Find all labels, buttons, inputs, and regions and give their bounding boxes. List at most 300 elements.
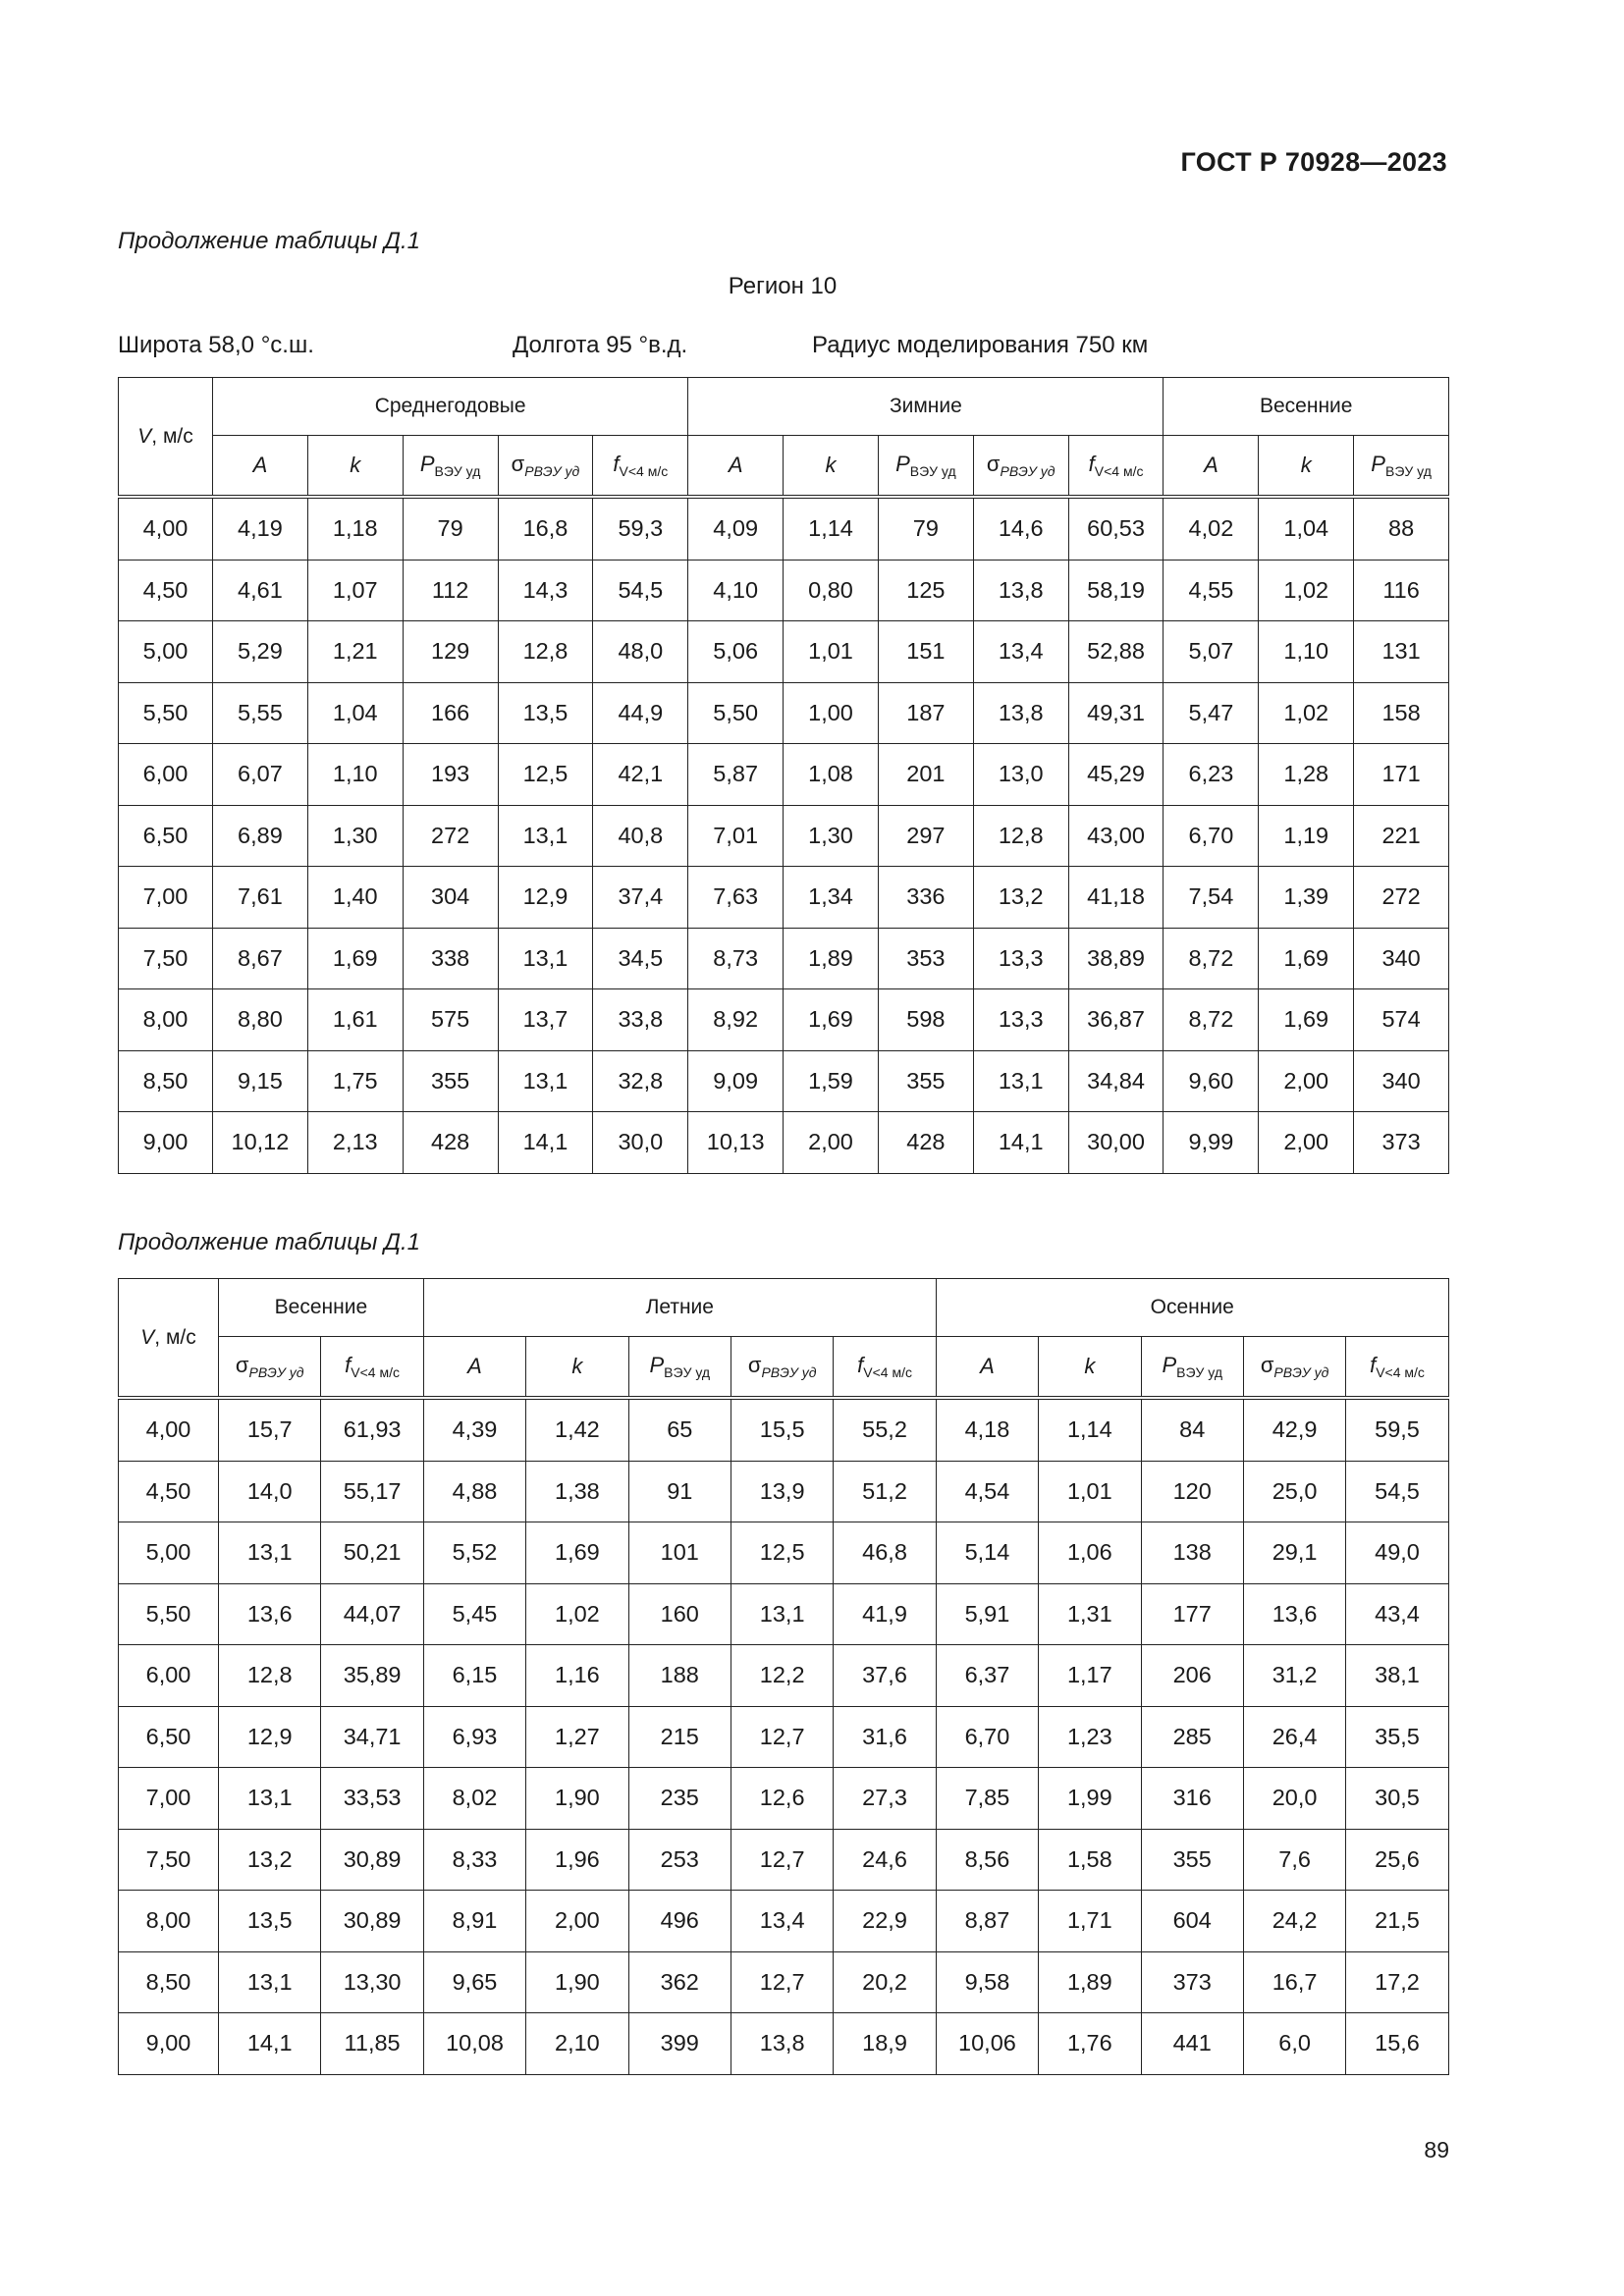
table-caption-top: Продолжение таблицы Д.1	[118, 228, 421, 254]
value-cell: 24,2	[1243, 1891, 1345, 1952]
value-cell: 32,8	[593, 1050, 688, 1112]
value-cell: 1,69	[1259, 928, 1354, 989]
col-header-k	[307, 436, 403, 498]
value-cell: 285	[1141, 1706, 1243, 1768]
col-header-A	[936, 1337, 1038, 1399]
value-cell: 12,7	[731, 1829, 833, 1891]
value-cell: 42,1	[593, 744, 688, 806]
value-cell: 84	[1141, 1398, 1243, 1461]
value-cell: 1,71	[1039, 1891, 1141, 1952]
value-cell: 6,37	[936, 1645, 1038, 1707]
value-cell: 373	[1141, 1951, 1243, 2013]
group-header-annual: Среднегодовые	[213, 378, 688, 436]
value-cell: 235	[628, 1768, 731, 1830]
value-cell: 1,01	[1039, 1461, 1141, 1522]
value-cell: 215	[628, 1706, 731, 1768]
value-cell: 43,00	[1068, 805, 1164, 867]
value-cell: 1,17	[1039, 1645, 1141, 1707]
value-cell: 1,30	[307, 805, 403, 867]
value-cell: 1,31	[1039, 1583, 1141, 1645]
col-header-frequency	[321, 1337, 423, 1399]
table-row	[119, 1050, 1449, 1112]
value-cell: 16,8	[498, 497, 593, 560]
value-cell: 6,70	[936, 1706, 1038, 1768]
header-symbol-part: k	[571, 1354, 583, 1378]
value-cell: 125	[878, 560, 973, 621]
value-cell: 5,55	[213, 682, 308, 744]
value-cell: 36,87	[1068, 989, 1164, 1051]
value-cell: 13,2	[219, 1829, 321, 1891]
value-cell: 340	[1354, 928, 1449, 989]
value-cell: 8,73	[688, 928, 784, 989]
table-row	[119, 1829, 1449, 1891]
value-cell: 59,3	[593, 497, 688, 560]
value-cell: 1,76	[1039, 2013, 1141, 2075]
value-cell: 116	[1354, 560, 1449, 621]
table-row	[119, 1522, 1449, 1584]
value-cell: 272	[403, 805, 498, 867]
value-cell: 297	[878, 805, 973, 867]
value-cell: 1,42	[526, 1398, 628, 1461]
value-cell: 598	[878, 989, 973, 1051]
group-header-spring: Весенние	[1164, 378, 1449, 436]
value-cell: 13,1	[219, 1768, 321, 1830]
header-symbol-part: ВЭУ уд	[1384, 463, 1432, 479]
value-cell: 4,10	[688, 560, 784, 621]
value-cell: 1,06	[1039, 1522, 1141, 1584]
value-cell: 5,45	[423, 1583, 525, 1645]
header-symbol-part: A	[980, 1354, 995, 1378]
header-symbol-part: f	[345, 1353, 352, 1377]
value-cell: 14,6	[973, 497, 1068, 560]
value-cell: 193	[403, 744, 498, 806]
speed-cell: 5,00	[119, 1522, 219, 1584]
value-cell: 1,10	[307, 744, 403, 806]
value-cell: 316	[1141, 1768, 1243, 1830]
value-cell: 4,55	[1164, 560, 1259, 621]
header-symbol-part: σ	[1260, 1353, 1274, 1377]
value-cell: 30,00	[1068, 1112, 1164, 1174]
value-cell: 7,61	[213, 867, 308, 929]
group-header-summer: Летние	[423, 1279, 936, 1337]
value-cell: 221	[1354, 805, 1449, 867]
header-symbol-part: PВЭУ уд	[1273, 1364, 1329, 1380]
value-cell: 43,4	[1346, 1583, 1448, 1645]
value-cell: 112	[403, 560, 498, 621]
value-cell: 35,5	[1346, 1706, 1448, 1768]
value-cell: 1,28	[1259, 744, 1354, 806]
speed-cell: 7,00	[119, 867, 213, 929]
value-cell: 2,00	[784, 1112, 879, 1174]
value-cell: 1,00	[784, 682, 879, 744]
value-cell: 4,61	[213, 560, 308, 621]
value-cell: 30,5	[1346, 1768, 1448, 1830]
value-cell: 362	[628, 1951, 731, 2013]
col-header-sigma	[731, 1337, 833, 1399]
value-cell: 38,1	[1346, 1645, 1448, 1707]
value-cell: 91	[628, 1461, 731, 1522]
header-symbol-part: ВЭУ уд	[664, 1364, 711, 1380]
value-cell: 13,5	[219, 1891, 321, 1952]
value-cell: 25,6	[1346, 1829, 1448, 1891]
value-cell: 13,0	[973, 744, 1068, 806]
speed-cell: 5,50	[119, 1583, 219, 1645]
header-symbol-part: ВЭУ уд	[1176, 1364, 1223, 1380]
value-cell: 1,14	[1039, 1398, 1141, 1461]
speed-cell: 9,00	[119, 1112, 213, 1174]
value-cell: 187	[878, 682, 973, 744]
col-header-A	[1164, 436, 1259, 498]
speed-cell: 7,50	[119, 928, 213, 989]
value-cell: 120	[1141, 1461, 1243, 1522]
value-cell: 9,09	[688, 1050, 784, 1112]
value-cell: 29,1	[1243, 1522, 1345, 1584]
value-cell: 5,06	[688, 621, 784, 683]
value-cell: 6,0	[1243, 2013, 1345, 2075]
value-cell: 27,3	[834, 1768, 936, 1830]
value-cell: 441	[1141, 2013, 1243, 2075]
table-row	[119, 1112, 1449, 1174]
speed-cell: 6,00	[119, 744, 213, 806]
value-cell: 13,2	[973, 867, 1068, 929]
value-cell: 5,29	[213, 621, 308, 683]
speed-cell: 8,50	[119, 1951, 219, 2013]
value-cell: 38,89	[1068, 928, 1164, 989]
speed-cell: 7,50	[119, 1829, 219, 1891]
table-row	[119, 805, 1449, 867]
value-cell: 4,19	[213, 497, 308, 560]
value-cell: 1,27	[526, 1706, 628, 1768]
value-cell: 13,1	[498, 805, 593, 867]
value-cell: 4,18	[936, 1398, 1038, 1461]
value-cell: 177	[1141, 1583, 1243, 1645]
value-cell: 65	[628, 1398, 731, 1461]
value-cell: 34,5	[593, 928, 688, 989]
table-row	[119, 867, 1449, 929]
value-cell: 12,7	[731, 1951, 833, 2013]
col-header-sigma	[1243, 1337, 1345, 1399]
page-number: 89	[1424, 2137, 1449, 2163]
col-header-k	[784, 436, 879, 498]
value-cell: 1,18	[307, 497, 403, 560]
table-row	[119, 621, 1449, 683]
value-cell: 4,88	[423, 1461, 525, 1522]
value-cell: 7,6	[1243, 1829, 1345, 1891]
value-cell: 12,8	[973, 805, 1068, 867]
table-row	[119, 1768, 1449, 1830]
value-cell: 10,08	[423, 2013, 525, 2075]
group-header-spring: Весенние	[219, 1279, 424, 1337]
table-row	[119, 989, 1449, 1051]
value-cell: 12,2	[731, 1645, 833, 1707]
value-cell: 1,75	[307, 1050, 403, 1112]
group-header-winter: Зимние	[688, 378, 1164, 436]
value-cell: 51,2	[834, 1461, 936, 1522]
value-cell: 37,6	[834, 1645, 936, 1707]
value-cell: 44,07	[321, 1583, 423, 1645]
col-header-A	[423, 1337, 525, 1399]
value-cell: 8,91	[423, 1891, 525, 1952]
value-cell: 166	[403, 682, 498, 744]
speed-cell: 8,50	[119, 1050, 213, 1112]
value-cell: 4,09	[688, 497, 784, 560]
value-cell: 30,89	[321, 1891, 423, 1952]
table-row	[119, 1645, 1449, 1707]
value-cell: 42,9	[1243, 1398, 1345, 1461]
value-cell: 13,1	[973, 1050, 1068, 1112]
value-cell: 5,52	[423, 1522, 525, 1584]
value-cell: 138	[1141, 1522, 1243, 1584]
value-cell: 15,6	[1346, 2013, 1448, 2075]
col-header-power	[628, 1337, 731, 1399]
table-row	[119, 928, 1449, 989]
value-cell: 201	[878, 744, 973, 806]
value-cell: 41,18	[1068, 867, 1164, 929]
value-cell: 1,16	[526, 1645, 628, 1707]
value-cell: 304	[403, 867, 498, 929]
speed-cell: 6,00	[119, 1645, 219, 1707]
value-cell: 14,1	[498, 1112, 593, 1174]
value-cell: 7,63	[688, 867, 784, 929]
value-cell: 59,5	[1346, 1398, 1448, 1461]
wind-table-1	[118, 377, 1449, 1174]
header-symbol-part: k	[350, 453, 361, 477]
value-cell: 2,10	[526, 2013, 628, 2075]
header-symbol-part: f	[857, 1353, 864, 1377]
value-cell: 10,13	[688, 1112, 784, 1174]
value-cell: 79	[878, 497, 973, 560]
value-cell: 4,02	[1164, 497, 1259, 560]
value-cell: 8,56	[936, 1829, 1038, 1891]
value-cell: 30,0	[593, 1112, 688, 1174]
value-cell: 5,50	[688, 682, 784, 744]
table-row	[119, 682, 1449, 744]
value-cell: 34,71	[321, 1706, 423, 1768]
header-symbol-part: k	[1300, 453, 1312, 477]
value-cell: 25,0	[1243, 1461, 1345, 1522]
col-header-sigma	[498, 436, 593, 498]
col-header-k	[526, 1337, 628, 1399]
value-cell: 79	[403, 497, 498, 560]
value-cell: 13,8	[973, 682, 1068, 744]
value-cell: 6,89	[213, 805, 308, 867]
value-cell: 13,1	[731, 1583, 833, 1645]
value-cell: 8,67	[213, 928, 308, 989]
value-cell: 1,02	[1259, 560, 1354, 621]
value-cell: 272	[1354, 867, 1449, 929]
value-cell: 58,19	[1068, 560, 1164, 621]
latitude-label: Широта 58,0 °с.ш.	[118, 332, 314, 358]
col-header-frequency	[593, 436, 688, 498]
value-cell: 171	[1354, 744, 1449, 806]
value-cell: 101	[628, 1522, 731, 1584]
value-cell: 46,8	[834, 1522, 936, 1584]
header-symbol-part: ВЭУ уд	[909, 463, 956, 479]
col-header-power	[1141, 1337, 1243, 1399]
value-cell: 60,53	[1068, 497, 1164, 560]
speed-cell: 8,00	[119, 989, 213, 1051]
value-cell: 428	[878, 1112, 973, 1174]
value-cell: 253	[628, 1829, 731, 1891]
value-cell: 41,9	[834, 1583, 936, 1645]
value-cell: 1,99	[1039, 1768, 1141, 1830]
header-symbol-part: V<4 м/с	[1376, 1364, 1425, 1380]
header-symbol-part: P	[419, 452, 435, 476]
region-title: Регион 10	[728, 273, 838, 299]
value-cell: 7,54	[1164, 867, 1259, 929]
value-cell: 9,58	[936, 1951, 1038, 2013]
value-cell: 1,89	[784, 928, 879, 989]
header-symbol-part: PВЭУ уд	[1000, 463, 1056, 479]
value-cell: 9,15	[213, 1050, 308, 1112]
value-cell: 1,90	[526, 1768, 628, 1830]
value-cell: 1,04	[1259, 497, 1354, 560]
value-cell: 15,5	[731, 1398, 833, 1461]
value-cell: 12,7	[731, 1706, 833, 1768]
header-symbol-part: A	[728, 453, 743, 477]
value-cell: 12,6	[731, 1768, 833, 1830]
value-cell: 12,8	[219, 1645, 321, 1707]
value-cell: 13,6	[1243, 1583, 1345, 1645]
header-symbol-part: k	[1084, 1354, 1096, 1378]
value-cell: 1,69	[307, 928, 403, 989]
value-cell: 340	[1354, 1050, 1449, 1112]
speed-cell: 5,00	[119, 621, 213, 683]
header-symbol-part: PВЭУ уд	[524, 463, 580, 479]
radius-label: Радиус моделирования 750 км	[812, 332, 1149, 358]
value-cell: 1,89	[1039, 1951, 1141, 2013]
header-symbol-part: PВЭУ уд	[761, 1364, 817, 1380]
table-row	[119, 2013, 1449, 2075]
value-cell: 4,54	[936, 1461, 1038, 1522]
v-column-header: V, м/с	[119, 1279, 219, 1399]
value-cell: 355	[878, 1050, 973, 1112]
value-cell: 6,70	[1164, 805, 1259, 867]
value-cell: 1,04	[307, 682, 403, 744]
value-cell: 8,80	[213, 989, 308, 1051]
value-cell: 8,87	[936, 1891, 1038, 1952]
value-cell: 9,99	[1164, 1112, 1259, 1174]
value-cell: 1,34	[784, 867, 879, 929]
value-cell: 496	[628, 1891, 731, 1952]
value-cell: 13,9	[731, 1461, 833, 1522]
value-cell: 1,07	[307, 560, 403, 621]
longitude-label: Долгота 95 °в.д.	[513, 332, 688, 358]
table-row	[119, 1583, 1449, 1645]
value-cell: 7,85	[936, 1768, 1038, 1830]
header-symbol-part: σ	[511, 452, 525, 476]
value-cell: 7,01	[688, 805, 784, 867]
value-cell: 158	[1354, 682, 1449, 744]
speed-cell: 9,00	[119, 2013, 219, 2075]
value-cell: 14,1	[219, 2013, 321, 2075]
value-cell: 48,0	[593, 621, 688, 683]
value-cell: 37,4	[593, 867, 688, 929]
value-cell: 33,53	[321, 1768, 423, 1830]
value-cell: 24,6	[834, 1829, 936, 1891]
value-cell: 50,21	[321, 1522, 423, 1584]
col-header-frequency	[834, 1337, 936, 1399]
header-symbol-part: A	[467, 1354, 482, 1378]
value-cell: 2,13	[307, 1112, 403, 1174]
value-cell: 5,07	[1164, 621, 1259, 683]
value-cell: 6,15	[423, 1645, 525, 1707]
value-cell: 13,1	[498, 1050, 593, 1112]
value-cell: 13,1	[219, 1522, 321, 1584]
value-cell: 2,00	[1259, 1112, 1354, 1174]
value-cell: 1,30	[784, 805, 879, 867]
speed-cell: 7,00	[119, 1768, 219, 1830]
value-cell: 21,5	[1346, 1891, 1448, 1952]
value-cell: 1,61	[307, 989, 403, 1051]
value-cell: 1,19	[1259, 805, 1354, 867]
header-symbol-part: P	[649, 1353, 665, 1377]
value-cell: 13,7	[498, 989, 593, 1051]
value-cell: 575	[403, 989, 498, 1051]
value-cell: 8,33	[423, 1829, 525, 1891]
value-cell: 35,89	[321, 1645, 423, 1707]
value-cell: 15,7	[219, 1398, 321, 1461]
value-cell: 9,60	[1164, 1050, 1259, 1112]
col-header-sigma	[973, 436, 1068, 498]
value-cell: 1,40	[307, 867, 403, 929]
value-cell: 12,5	[731, 1522, 833, 1584]
value-cell: 13,30	[321, 1951, 423, 2013]
header-symbol-part: k	[825, 453, 837, 477]
value-cell: 6,23	[1164, 744, 1259, 806]
value-cell: 604	[1141, 1891, 1243, 1952]
value-cell: 2,00	[1259, 1050, 1354, 1112]
value-cell: 1,23	[1039, 1706, 1141, 1768]
value-cell: 20,2	[834, 1951, 936, 2013]
value-cell: 14,1	[973, 1112, 1068, 1174]
header-symbol-part: ВЭУ уд	[434, 463, 481, 479]
value-cell: 355	[1141, 1829, 1243, 1891]
value-cell: 160	[628, 1583, 731, 1645]
value-cell: 49,31	[1068, 682, 1164, 744]
table-row	[119, 497, 1449, 560]
value-cell: 336	[878, 867, 973, 929]
value-cell: 31,6	[834, 1706, 936, 1768]
speed-cell: 8,00	[119, 1891, 219, 1952]
value-cell: 1,08	[784, 744, 879, 806]
speed-cell: 6,50	[119, 805, 213, 867]
speed-cell: 4,50	[119, 1461, 219, 1522]
value-cell: 26,4	[1243, 1706, 1345, 1768]
value-cell: 1,02	[1259, 682, 1354, 744]
header-symbol-part: P	[895, 452, 910, 476]
value-cell: 5,47	[1164, 682, 1259, 744]
value-cell: 14,0	[219, 1461, 321, 1522]
value-cell: 1,38	[526, 1461, 628, 1522]
header-symbol-part: f	[613, 452, 620, 476]
group-header-autumn: Осенние	[936, 1279, 1448, 1337]
table-row	[119, 1706, 1449, 1768]
value-cell: 45,29	[1068, 744, 1164, 806]
value-cell: 5,91	[936, 1583, 1038, 1645]
value-cell: 5,87	[688, 744, 784, 806]
value-cell: 9,65	[423, 1951, 525, 2013]
value-cell: 1,02	[526, 1583, 628, 1645]
col-header-k	[1259, 436, 1354, 498]
value-cell: 151	[878, 621, 973, 683]
value-cell: 8,72	[1164, 989, 1259, 1051]
value-cell: 1,69	[784, 989, 879, 1051]
value-cell: 574	[1354, 989, 1449, 1051]
table-row	[119, 1951, 1449, 2013]
header-symbol-part: A	[1204, 453, 1218, 477]
value-cell: 129	[403, 621, 498, 683]
